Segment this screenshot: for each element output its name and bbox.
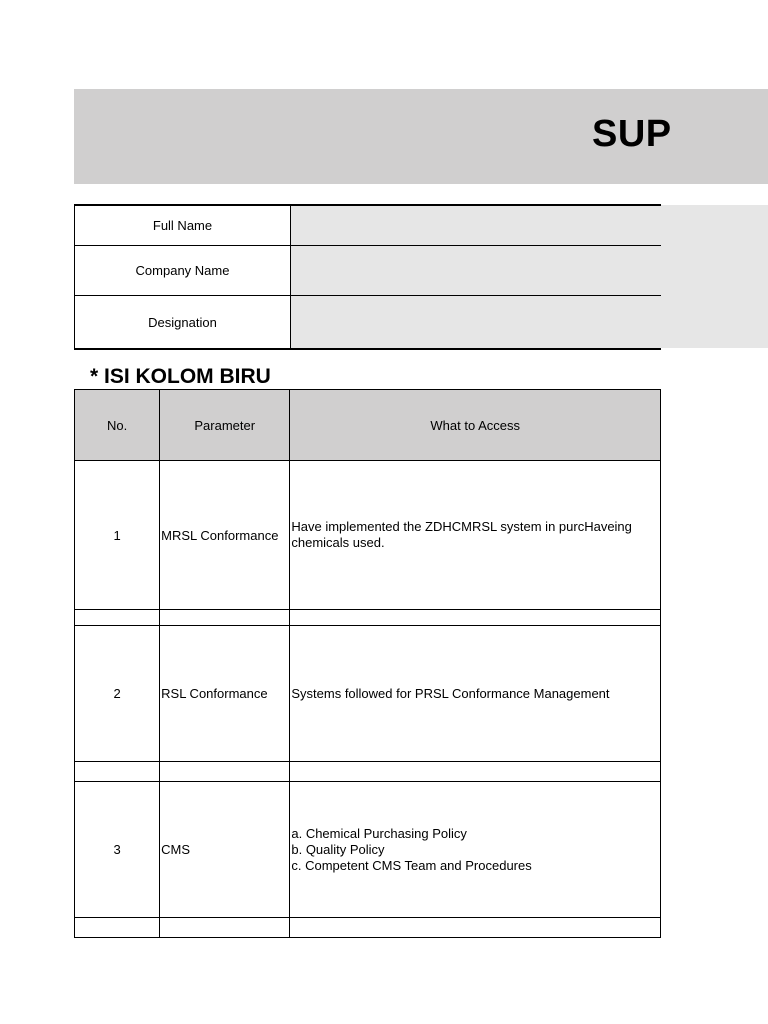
page-title: SUP: [592, 113, 672, 155]
designation-row: [75, 296, 662, 350]
what-line: b. Quality Policy: [291, 841, 385, 857]
designation-field[interactable]: [291, 296, 662, 350]
empty-cell[interactable]: [160, 610, 290, 626]
table-row: [75, 626, 661, 762]
empty-cell[interactable]: [160, 918, 290, 938]
empty-cell[interactable]: [75, 918, 160, 938]
full-name-label: Full Name: [75, 205, 291, 246]
what-line: chemicals used.: [291, 535, 385, 550]
supplier-info-table: [74, 204, 661, 350]
header-what-to-access: What to Access: [290, 390, 661, 461]
row-number: 1: [75, 461, 160, 610]
info-overflow-fill: [661, 205, 768, 348]
spacer-row: [75, 918, 661, 938]
spacer-row: [75, 762, 661, 782]
row-number: 3: [75, 782, 160, 918]
table-row: [75, 782, 661, 918]
row-what-to-access: [290, 626, 661, 762]
what-line: c. Competent CMS Team and Procedures: [291, 857, 532, 873]
company-name-row: [75, 246, 662, 296]
full-name-row: [75, 205, 662, 246]
empty-cell[interactable]: [75, 762, 160, 782]
company-name-field[interactable]: [291, 246, 662, 296]
empty-cell[interactable]: [290, 918, 661, 938]
instruction-heading: * ISI KOLOM BIRU: [90, 365, 271, 388]
header-no: No.: [75, 390, 160, 461]
empty-cell[interactable]: [75, 610, 160, 626]
row-parameter: MRSL Conformance: [160, 461, 290, 610]
what-line: Systems followed for PRSL Conformance Management: [291, 685, 610, 701]
table-row: [75, 461, 661, 610]
designation-label: Designation: [75, 296, 291, 350]
row-what-to-access: [290, 461, 661, 610]
table-header-row: [75, 390, 661, 461]
full-name-field[interactable]: [291, 205, 662, 246]
row-what-to-access: [290, 782, 661, 918]
row-parameter: RSL Conformance: [160, 626, 290, 762]
empty-cell[interactable]: [290, 762, 661, 782]
row-parameter: CMS: [160, 782, 290, 918]
empty-cell[interactable]: [290, 610, 661, 626]
spacer-row: [75, 610, 661, 626]
what-line: Have implemented the ZDHCMRSL system in purcHaveing: [291, 519, 632, 534]
header-parameter: Parameter: [160, 390, 290, 461]
company-name-label: Company Name: [75, 246, 291, 296]
what-line: a. Chemical Purchasing Policy: [291, 825, 467, 841]
row-number: 2: [75, 626, 160, 762]
assessment-table: [74, 389, 661, 938]
empty-cell[interactable]: [160, 762, 290, 782]
